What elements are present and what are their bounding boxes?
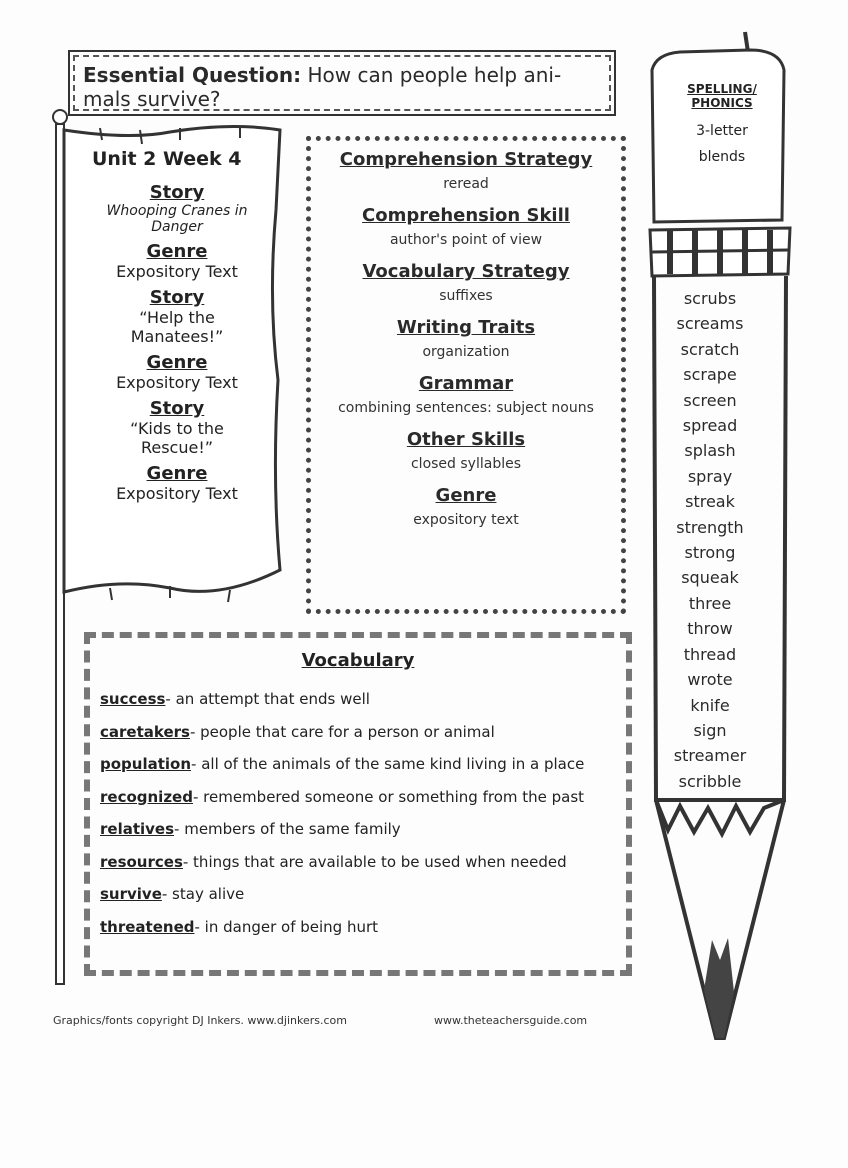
vocab-term: survive xyxy=(100,885,162,903)
spelling-word: three xyxy=(688,593,732,613)
story-title-2: “Help the Manatees!” xyxy=(130,308,224,346)
skill-value: reread xyxy=(443,176,489,192)
spelling-word: scrape xyxy=(683,365,737,385)
spelling-word: spread xyxy=(682,416,738,436)
vocab-term: population xyxy=(100,755,192,773)
skill-value: combining sentences: subject nouns xyxy=(338,400,594,416)
vocab-definition: - things that are available to be used when needed xyxy=(182,852,567,871)
vocab-row xyxy=(100,813,616,846)
story-title-1: Whooping Cranes in Danger xyxy=(106,203,248,235)
vocab-row xyxy=(100,781,616,814)
story-heading-3: Story xyxy=(149,398,205,419)
genre-value-3: Expository Text xyxy=(116,484,238,503)
vocab-definition: - members of the same family xyxy=(174,820,401,838)
spelling-word: strength xyxy=(676,517,744,537)
skill-heading: Genre xyxy=(435,485,497,506)
spelling-word: knife xyxy=(690,695,730,715)
spelling-word: throw xyxy=(687,619,733,639)
essential-question-text-line2: mals survive? xyxy=(83,87,221,111)
spelling-word: splash xyxy=(684,441,736,461)
skill-heading: Writing Traits xyxy=(396,317,536,338)
vocab-row xyxy=(100,748,616,781)
spelling-word: squeak xyxy=(681,568,739,588)
vocab-term: caretakers xyxy=(100,722,190,741)
vocab-definition: - an attempt that ends well xyxy=(165,690,370,708)
vocab-row xyxy=(100,846,616,879)
genre-value-2: Expository Text xyxy=(116,373,238,392)
story-heading-2: Story xyxy=(149,287,205,308)
skill-item xyxy=(311,149,621,192)
genre-value-1: Expository Text xyxy=(116,262,238,281)
skill-item xyxy=(311,261,621,304)
vocabulary-title: Vocabulary xyxy=(301,650,415,671)
skill-heading: Comprehension Strategy xyxy=(339,149,593,170)
skills-panel xyxy=(306,136,626,614)
spelling-pattern-line1: 3-letter xyxy=(696,123,748,139)
spelling-word: scribble xyxy=(678,771,742,791)
vocabulary-box xyxy=(84,632,632,976)
spelling-word: strong xyxy=(684,543,736,563)
spelling-heading-line1: SPELLING/ xyxy=(687,82,757,96)
spelling-pattern-line2: blends xyxy=(698,149,746,165)
skill-heading: Comprehension Skill xyxy=(362,205,570,226)
vocab-term: threatened xyxy=(100,917,195,936)
vocab-definition: - remembered someone or something from the past xyxy=(192,787,585,806)
vocab-row xyxy=(100,683,616,716)
spelling-word: spray xyxy=(687,466,733,486)
vocab-term: resources xyxy=(100,852,183,871)
spelling-word: streak xyxy=(685,492,735,512)
skill-item xyxy=(311,485,621,528)
vocab-term: relatives xyxy=(100,820,175,838)
spelling-heading-line2: PHONICS xyxy=(691,96,753,110)
skill-item xyxy=(311,317,621,360)
skill-value: expository text xyxy=(413,512,519,528)
spelling-header xyxy=(660,82,784,170)
vocab-row xyxy=(100,716,616,749)
vocab-definition: - people that care for a person or animal xyxy=(189,722,495,741)
skill-value: organization xyxy=(422,344,510,360)
skill-item xyxy=(311,205,621,248)
skill-item xyxy=(311,429,621,472)
vocab-term: recognized xyxy=(100,787,193,806)
skill-value: closed syllables xyxy=(410,456,522,472)
skill-heading: Grammar xyxy=(418,373,514,394)
spelling-word: screams xyxy=(676,314,744,334)
vocab-definition: - stay alive xyxy=(161,885,245,903)
footer-copyright: Graphics/fonts copyright DJ Inkers. www.djinkers.com xyxy=(53,1014,347,1027)
spelling-word: wrote xyxy=(687,670,733,690)
vocab-definition: - all of the animals of the same kind living in a place xyxy=(191,755,585,773)
essential-question-text-line1: How can people help ani- xyxy=(307,63,562,87)
skill-heading: Vocabulary Strategy xyxy=(362,261,570,282)
genre-heading-3: Genre xyxy=(146,463,208,484)
vocab-row xyxy=(100,911,616,944)
spelling-word: scrubs xyxy=(683,289,737,308)
vocab-term: success xyxy=(100,690,166,708)
story-title-3: “Kids to the Rescue!” xyxy=(130,419,224,457)
unit-panel xyxy=(82,140,272,600)
spelling-word: scratch xyxy=(680,339,740,359)
unit-title: Unit 2 Week 4 xyxy=(92,148,242,170)
skill-heading: Other Skills xyxy=(406,429,526,450)
genre-heading-2: Genre xyxy=(146,352,208,373)
genre-heading-1: Genre xyxy=(146,241,208,262)
spelling-word: sign xyxy=(693,720,727,740)
spelling-word: screen xyxy=(683,390,737,410)
skill-value: author's point of view xyxy=(389,232,543,248)
vocab-definition: - in danger of being hurt xyxy=(194,917,379,936)
spelling-word-list xyxy=(660,286,760,794)
story-heading-1: Story xyxy=(149,182,205,203)
skill-item xyxy=(311,373,621,416)
vocab-row xyxy=(100,878,616,911)
footer-website: www.theteachersguide.com xyxy=(434,1014,588,1027)
skill-value: suffixes xyxy=(439,288,493,304)
spelling-word: streamer xyxy=(673,746,747,766)
spelling-word: thread xyxy=(683,644,737,664)
essential-question-label: Essential Question: xyxy=(83,63,302,87)
